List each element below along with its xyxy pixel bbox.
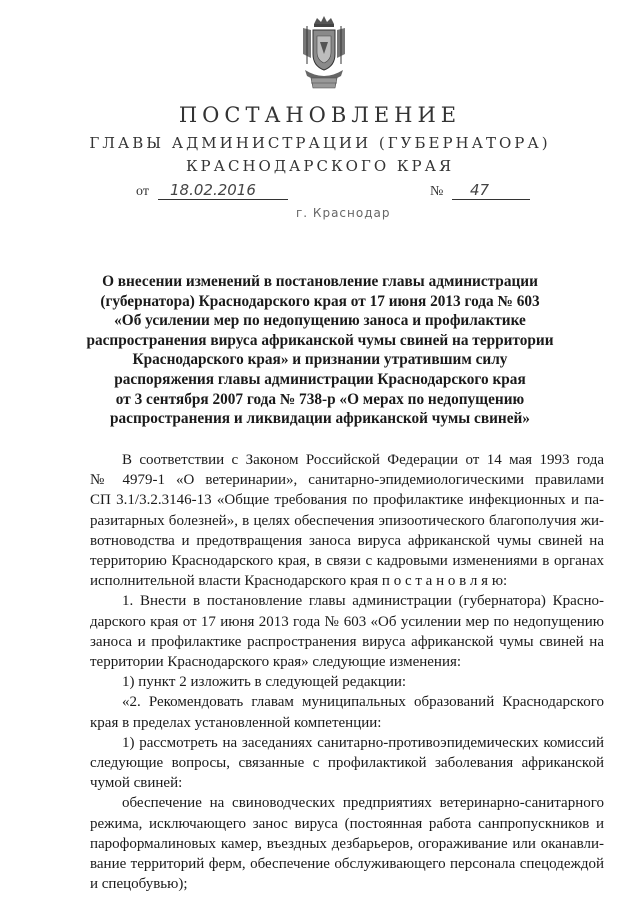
title-line: распространения вируса африканской чумы свиней на территории [86,331,554,349]
body-line: разитарных болезней», в целях обеспечения эпизоотического благополучия жи- [90,512,604,529]
title-line: «Об усилении мер по недопущению заноса и профилактике [114,312,526,330]
body-line: 1) рассмотреть на заседаниях санитарно-противоэпидемических комиссий [122,734,604,751]
title-line: от 3 сентября 2007 года № 738-р «О мерах по недопущению [115,390,525,408]
document-type-heading: ПОСТАНОВЛЕНИЕ [178,103,462,127]
date-prefix: от [136,184,149,199]
title-line: распоряжения главы администрации Краснодарского края [114,370,526,388]
issuer-heading-line-1: ГЛАВЫ АДМИНИСТРАЦИИ (ГУБЕРНАТОРА) [89,134,551,152]
body-line: 1. Внести в постановление главы администрации (губернатора) Красно- [122,593,604,610]
number-underline [452,199,530,200]
body-line: и спецобувью); [90,876,188,893]
body-line: «2. Рекомендовать главам муниципальных образований Краснодарского [122,694,604,711]
body-line: 1) пункт 2 изложить в следующей редакции: [122,674,407,691]
title-line: Краснодарского края» и признании утратившим силу [132,351,508,369]
body-line: пароформалиновых камер, въездных дезбарьеров, огораживание или оканавли- [90,835,604,852]
date-underline [158,199,288,200]
body-line: вотноводства и предотвращения заноса вируса африканской чумы свиней на [90,532,604,549]
body-line: № 4979-1 «О ветеринарии», санитарно-эпидемиологическими правилами [90,472,604,489]
document-title [80,272,560,429]
title-line: О внесении изменений в постановление главы администрации [102,273,538,290]
body-line: края в пределах установленной компетенции: [90,714,382,731]
body-line: территории Краснодарского края» следующие изменения: [90,654,462,671]
body-line: режима, исключающего занос вируса (постоянная работа санпропускников и [90,815,604,832]
body-line: заноса и профилактике распространения вируса африканской чумы свиней на [90,633,604,650]
number-value: 47 [470,181,490,199]
number-prefix: № [430,184,444,199]
body-line: чумой свиней: [90,775,183,792]
body-line: территорию Краснодарского края, в связи с кадровыми изменениями в органах [90,553,604,570]
body-line: дарского края от 17 июня 2013 года № 603 «Об усилении мер по недопущению [90,613,604,630]
body-line: обеспечение на свиноводческих предприятиях ветеринарно-санитарного [122,795,604,812]
city-label: г. Краснодар [296,206,391,220]
coat-of-arms-emblem [297,14,351,92]
body-line: исполнительной власти Краснодарского края п о с т а н о в л я ю: [90,573,508,590]
body-line: СП 3.1/3.2.3146-13 «Общие требования по профилактике инфекционных и па- [90,492,604,509]
body-line: следующие вопросы, связанные с профилактикой заболевания африканской [90,755,604,772]
issuer-heading-line-2: КРАСНОДАРСКОГО КРАЯ [185,157,455,175]
document-body [90,450,604,894]
title-line: распространения и ликвидации африканской чумы свиней» [110,410,530,428]
body-line: В соответствии с Законом Российской Федерации от 14 мая 1993 года [122,452,604,468]
title-line: (губернатора) Краснодарского края от 17 июня 2013 года № 603 [100,292,540,310]
body-line: вание территорий ферм, обеспечение обслуживающего персонала спецодеждой [90,856,604,873]
date-value: 18.02.2016 [170,181,256,199]
